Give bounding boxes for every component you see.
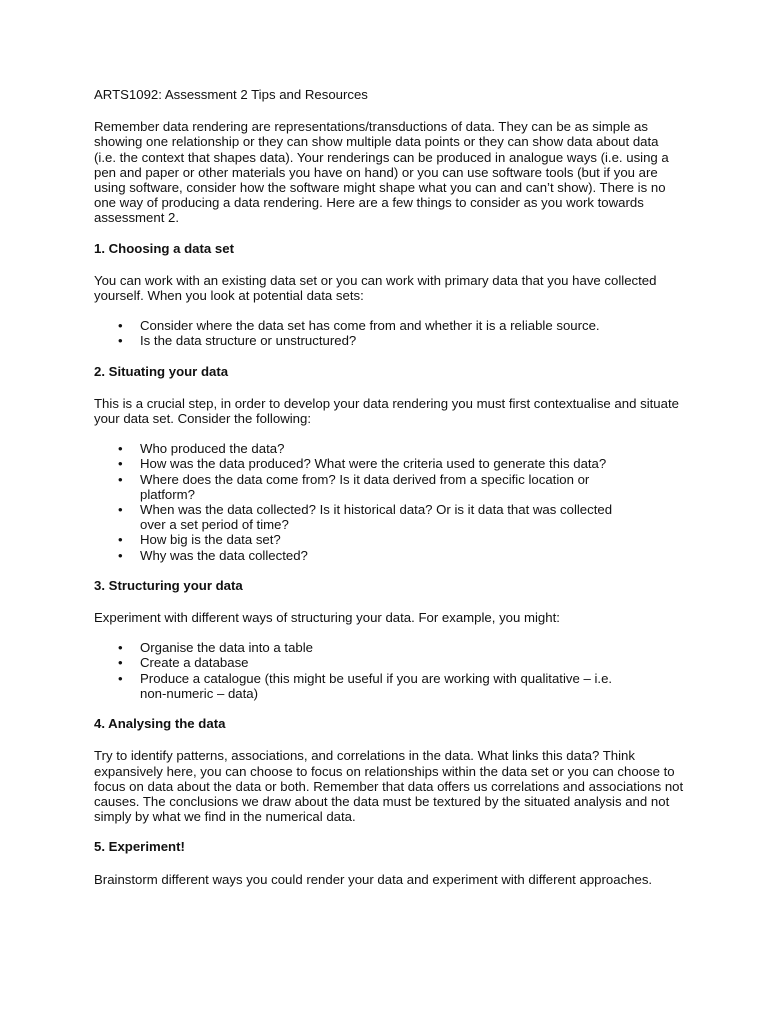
list-item: • Is the data structure or unstructured? — [140, 333, 684, 348]
list-item: • When was the data collected? Is it historical data? Or is it data that was collected over a set period of time? — [140, 502, 624, 532]
section-heading: 2. Situating your data — [94, 363, 229, 379]
document-page — [94, 87, 684, 902]
section-situating-data — [94, 364, 684, 563]
list-item: • Organise the data into a table — [140, 640, 624, 655]
section-structuring-data — [94, 578, 684, 701]
section-paragraph: You can work with an existing data set or you can work with primary data that you have collected yourself. When you look at potential data sets: — [94, 272, 657, 304]
section-paragraph: Experiment with different ways of structuring your data. For example, you might: — [94, 610, 560, 626]
list-item: • How big is the data set? — [140, 532, 624, 547]
section-choosing-data-set — [94, 241, 684, 349]
list-item: • Who produced the data? — [140, 441, 624, 456]
section-heading: 3. Structuring your data — [94, 577, 243, 593]
list-item: • Where does the data come from? Is it data derived from a specific location or platform? — [140, 472, 624, 502]
section-heading: 5. Experiment! — [94, 839, 185, 855]
section-heading: 4. Analysing the data — [94, 716, 226, 732]
section-analysing-data — [94, 716, 684, 824]
section-paragraph: This is a crucial step, in order to develop your data rendering you must first contextualise and situate your data set. Consider the following: — [94, 395, 679, 427]
list-item: • How was the data produced? What were the criteria used to generate this data? — [140, 456, 624, 471]
section-paragraph: Brainstorm different ways you could render your data and experiment with different approaches. — [94, 871, 653, 887]
list-item: • Consider where the data set has come from and whether it is a reliable source. — [140, 318, 684, 333]
section-paragraph: Try to identify patterns, associations, and correlations in the data. What links this data? Think expansively here, you can choose to focus on relationships within the data set or you can choose to focus on data about the data or both. Remember that data offers us correlations and associations not causes. The conclusions we draw about the data must be textured by the situated analysis and not simply by what we find in the numerical data. — [94, 748, 684, 825]
bullet-list — [94, 318, 684, 348]
bullet-list — [94, 441, 684, 563]
list-item: • Why was the data collected? — [140, 548, 624, 563]
section-heading: 1. Choosing a data set — [94, 240, 234, 256]
document-title: ARTS1092: Assessment 2 Tips and Resources — [94, 87, 368, 102]
bullet-list — [94, 640, 684, 701]
intro-paragraph: Remember data rendering are representations/transductions of data. They can be as simple as showing one relationship or they can show multiple data points or they can show data about data (i.e. the context that shapes data). Your renderings can be produced in analogue ways (i.e. using a pen and paper or other materials you have on hand) or you can use software tools (but if you are using software, consider how the software might shape what you can and can’t show). There is no one way of producing a data rendering. Here are a few things to consider as you work towards assessment 2. — [94, 119, 669, 226]
list-item: • Produce a catalogue (this might be useful if you are working with qualitative – i.e. non-numeric – data) — [140, 671, 624, 701]
list-item: • Create a database — [140, 655, 624, 670]
section-experiment — [94, 839, 684, 886]
